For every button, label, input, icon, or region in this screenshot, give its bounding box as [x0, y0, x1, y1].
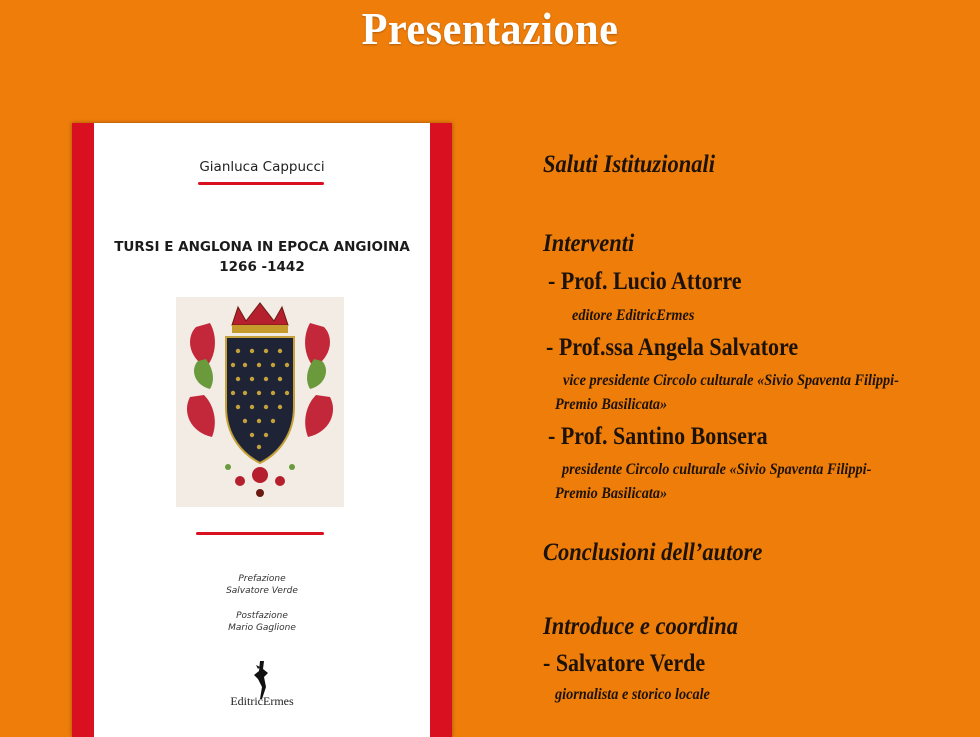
speaker-role: Premio Basilicata»: [555, 485, 668, 502]
coordinator-role: giornalista e storico locale: [555, 686, 710, 703]
cover-book-title: TURSI E ANGLONA IN EPOCA ANGIOINA: [114, 239, 410, 255]
section-conclusioni: Conclusioni dell’autore: [543, 539, 763, 566]
section-interventi: Interventi: [543, 230, 635, 257]
speaker-name: - Prof. Santino Bonsera: [548, 423, 768, 450]
speaker-role: editore EditricErmes: [572, 307, 695, 324]
cover-postface-label: Postfazione: [236, 611, 288, 621]
cover-book-years: 1266 -1442: [219, 259, 305, 275]
section-saluti: Saluti Istituzionali: [543, 151, 715, 178]
speaker-name: - Prof.ssa Angela Salvatore: [546, 334, 799, 361]
coordinator-name: - Salvatore Verde: [543, 650, 706, 677]
cover-author: Gianluca Cappucci: [199, 159, 325, 175]
speaker-role: vice presidente Circolo culturale «Sivio Spaventa Filippi-: [563, 372, 899, 389]
speaker-role: presidente Circolo culturale «Sivio Spaventa Filippi-: [562, 461, 872, 478]
section-introduce: Introduce e coordina: [543, 613, 739, 640]
cover-preface-name: Salvatore Verde: [226, 586, 298, 596]
speaker-name: - Prof. Lucio Attorre: [548, 268, 742, 295]
speaker-role: Premio Basilicata»: [555, 396, 668, 413]
cover-postface-name: Mario Gaglione: [228, 623, 296, 633]
cover-preface-label: Prefazione: [238, 574, 286, 584]
cover-publisher: EditricErmes: [230, 694, 294, 708]
page-title: Presentazione: [361, 3, 619, 54]
